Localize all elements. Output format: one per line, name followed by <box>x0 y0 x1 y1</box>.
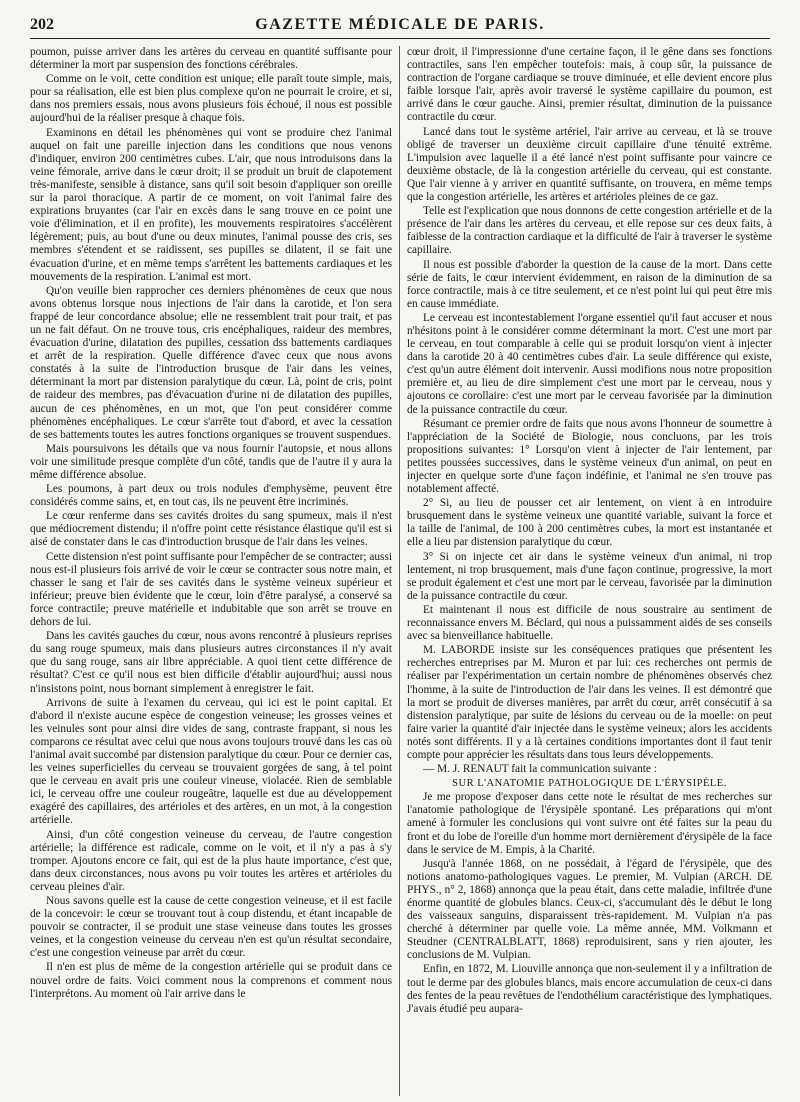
paragraph: Qu'on veuille bien rapprocher ces derniers phénomènes de ceux que nous avons obtenus lorsque nous injections de l'air dans la carotide, et l'on sera frappé de leur concordance absolue; elle ne ressemblent trait pour trait, et pas un ne fait défaut. On ne trouve tous, cris encéphaliques, raideur des membres, évacuation d'urine, dilatation des pupilles, cessation dss battements cardiaques et arrêt de la respiration. Quelle différence d'avec ceux que nous avons constatés à la suite de l'introduction brusque de l'air dans les veines, déterminant la mort par distension paralytique du cœur. Là, point de cris, point de raideur des membres, pas d'évacuation d'urine ni de dilatation des pupilles, aucun de ces phénomènes, en un mot, que l'on peut considérer comme phénomènes encéphaliques. Le cœur s'arrête tout d'abord, et avec la cessation de ses battements toutes les autres fonctions organiques se trouvent suspendues. <box>30 284 392 441</box>
paragraph: Arrivons de suite à l'examen du cerveau, qui ici est le point capital. Et d'abord il n'existe aucune espèce de congestion veineuse; les grosses veines et les veinules sont pour ainsi dire vides de sang, contraste frappant, si nous les comparons ce résultat avec celui que nous avons toujours trouvé dans les cas où l'animal avait succombé par distension paralytique du cœur. Pour ce dernier cas, les veines superficielles du cerveau se trouvaient gorgées de sang, à tel point que le cerveau en avait pris une couleur vineuse, violacée. Rien de semblable ici, le cerveau offre une couleur rougeâtre, laquelle est due au développement exagéré des capillaires, des artérioles et des artères, en un mot, à la congestion artérielle. <box>30 696 392 827</box>
paragraph: Je me propose d'exposer dans cette note le résultat de mes recherches sur l'anatomie pathologique de l'érysipèle spontané. Les préparations qui m'ont amené à formuler les conclusions qui vont suivre ont été faites sur la peau du front et du lobe de l'oreille d'un homme mort dernièrement d'érysipèle de la face dans le service de M. Empis, à la Charité. <box>407 791 772 856</box>
paragraph: Cette distension n'est point suffisante pour l'empêcher de se contracter; aussi nous est-il plusieurs fois arrivé de voir le cœur se contracter sous notre main, et chasser le sang et l'air de ses cavités dans le système veineux supérieur et inférieur; preuve bien évidente que le cœur, loin d'être paralysé, a conservé sa force contractile; preuve matérielle et indubitable que son arrêt se trouve en dehors de lui. <box>30 550 392 629</box>
paragraph: Comme on le voit, cette condition est unique; elle paraît toute simple, mais, pour sa réalisation, elle est bien plus complexe qu'on ne pourrait le croire, et si, dans nos premiers essais, nous avons plusieurs fois échoué, il nous est possible aujourd'hui de la réaliser presque à chaque fois. <box>30 73 392 125</box>
paragraph: Ainsi, d'un côté congestion veineuse du cerveau, de l'autre congestion artérielle; la différence est radicale, comme on le voit, et il n'y a pas à s'y tromper. Ajoutons encore ce fait, qui est de la plus haute importance, c'est que, dans deux circonstances, nous avons pu voir toutes les artères et artérioles du cerveau pleines d'air. <box>30 828 392 893</box>
paragraph: Le cerveau est incontestablement l'organe essentiel qu'il faut accuser et nous n'hésitons point à le considérer comme déterminant la mort. C'est une mort par le cerveau, en tout comparable à celle qui se produit lorsqu'on vient à injecter dans la carotide 20 à 40 centimètres cubes d'air. La seule différence qui existe, c'est qu'un autre élément doit intervenir. Aussi modifions nous notre proposition première et, au lieu de dire simplement c'est une mort par le cerveau, nous y ajoutons ce corollaire: c'est une mort par le cerveau favorisée par la diminution de la puissance contractile du cœur. <box>407 311 772 416</box>
right-top-paragraphs <box>407 46 772 643</box>
journal-title: GAZETTE MÉDICALE DE PARIS. <box>255 16 545 33</box>
paragraph: cœur droit, il l'impressionne d'une certaine façon, il le gêne dans ses fonctions contractiles, sans l'en empêcher toutefois: mais, à coup sûr, la puissance de contraction de l'organe cardiaque se trouve diminuée, et elle devient encore plus faible lorsque l'air, après avoir traversé le système capillaire du poumon, est arrivé dans le cœur gauche. Ainsi, premier résultat, diminution de la puissance contractile du cœur. <box>407 46 772 124</box>
paragraph: Résumant ce premier ordre de faits que nous avons l'honneur de soumettre à l'appréciation de la Société de Biologie, nous concluons, par les trois propositions suivantes: 1° Lorsqu'on vient à injecter de l'air lentement, par petites poussées successives, dans le système veineux d'un animal, on peut en injecter en quelque sorte d'une façon indéfinie, et l'animal ne s'en trouve pas notablement affecté. <box>407 417 772 496</box>
paragraph: Il nous est possible d'aborder la question de la cause de la mort. Dans cette série de faits, le cœur intervient évidemment, en raison de la diminution de sa force contractile, mais à ce titre seulement, et ce n'est point lui qui peut être mis en cause immédiate. <box>407 258 772 310</box>
paragraph: Telle est l'explication que nous donnons de cette congestion artérielle et de la présence de l'air dans les artères du cerveau, et elle repose sur ces deux faits, à faiblesse de la contraction cardiaque et la difficulté de l'air à traverser le système capillaire. <box>407 205 772 257</box>
paragraph: Enfin, en 1872, M. Liouville annonça que non-seulement il y a infiltration de tout le derme par des globules blancs, mais encore accumulation de ceux-ci dans des fentes de la peau revêtues de l'endothélium caractéristique des lymphatiques. J'avais étudié peu aupara- <box>407 963 772 1015</box>
paragraph: Dans les cavités gauches du cœur, nous avons rencontré à plusieurs reprises du sang rouge spumeux, mais dans plusieurs autres circonstances il n'y avait que du sang rouge, sans air libre appréciable. A quoi tient cette différence de résultat? C'est ce qu'il nous est bien difficile d'établir aujourd'hui; aussi nous n'insistons point, nous bornant simplement à enregistrer le fait. <box>30 630 392 695</box>
right-bottom-paragraphs <box>407 791 772 1016</box>
paragraph: Il n'en est plus de même de la congestion artérielle qui se produit dans ce nouvel ordre de faits. Voici comment nous la comprenons et comment nous l'interprétons. Au moment où l'air arrive dans le <box>30 961 392 1000</box>
speaker-name: M. LABORDE <box>423 644 495 657</box>
section-title: SUR L'ANATOMIE PATHOLOGIQUE DE L'ÉRYSIPÈLE. <box>452 778 727 790</box>
paragraph: 2° Si, au lieu de pousser cet air lentement, on vient à en introduire brusquement dans le système veineux une quantité variable, suivant la force et la taille de l'animal, de 100 à 200 centimètres cubes, la mort est instantanée et elle a lieu par distension paralytique du cœur. <box>407 497 772 549</box>
paragraph: 3° Si on injecte cet air dans le système veineux d'un animal, ni trop lentement, ni trop brusquement, mais d'une façon continue, progressive, la mort se produit également et c'est une mort par le cerveau, favorisée par la diminution de la puissance contractile du cœur. <box>407 550 772 602</box>
paragraph: Et maintenant il nous est difficile de nous soustraire au sentiment de reconnaissance envers M. Béclard, qui nous a puissamment aidés de ses conseils avec sa bienveillance habituelle. <box>407 603 772 643</box>
laborde-text: insiste sur les conséquences pratiques que présentent les recherches entreprises par M. Muron et par lui: ces recherches ont permis de réaliser par l'expérimentation un certain nombre de phénomènes observés chez l'homme, à la suite de l'introduction de l'air dans les veines. Il est démontré que la mort se produit de diverses manières, par arrêt du cœur, arrêt consécutif à sa distension paralytique, par suite de lésions du cerveau ou de la moelle: on peut faire varier la quantité d'air injectée dans le système veineux; alors les accidents notés sont différents. Il y a là certaines conditions importantes dont il faut tenir compte pour apprécier les résultats dans tous leurs développements. <box>407 644 772 761</box>
paragraph: Le cœur renferme dans ses cavités droites du sang spumeux, mais il n'est que médiocrement distendu; il n'offre point cette résistance élastique qu'il est si aisé de constater dans le cas d'introduction brusque de l'air dans les veines. <box>30 510 392 549</box>
paragraph: Nous savons quelle est la cause de cette congestion veineuse, et il est facile de la concevoir: le cœur se trouvant tout à coup distendu, et étant incapable de pouvoir se contracter, il se produit une stase veineuse dans toutes les grosses veines, et la congestion veineuse du cerveau n'en est qu'un résultat secondaire, c'est une congestion veineuse par arrêt du cœur. <box>30 895 392 960</box>
running-header <box>30 14 770 39</box>
paragraph: poumon, puisse arriver dans les artères du cerveau en quantité suffisante pour déterminer la mort par suspension des fonctions cérébrales. <box>30 46 392 72</box>
paragraph: Examinons en détail les phénomènes qui vont se produire chez l'animal auquel on fait une pareille injection dans les conditions que nous venons d'indiquer, environ 200 centimètres cubes. L'air, que nous introduisons dans la veine fémorale, arrive dans le cœur droit; il se produit un bruit de clapotement très-manifeste, sensible à distance, sans qu'il soit besoin d'appliquer son oreille sur la paroi thoracique. A partir de ce moment, on voit l'animal faire des expirations bruyantes (car l'air en excès dans le sang trouve en ce point une voie d'élimination, et il en profite), les mouvements respiratoires s'accélèrent légèrement; puis, au bout d'une ou deux minutes, l'animal pousse des cris, ses membres s'étendent et se raidissent, ses pupilles se dilatent, il se fait une évacuation d'urine, et en même temps s'arrêtent les battements cardiaques et les mouvements de la respiration. L'animal est mort. <box>30 126 392 283</box>
paragraph: Mais poursuivons les détails que va nous fournir l'autopsie, et nous allons voir une similitude presque complète d'un côté, tandis que de l'autre il y aura la même différence absolue. <box>30 442 392 481</box>
right-column <box>407 46 772 1096</box>
laborde-paragraph <box>407 644 772 762</box>
paragraph: Jusqu'à l'année 1868, on ne possédait, à l'égard de l'érysipèle, que des notions anatomo-pathologiques vagues. Le premier, M. Vulpian (ARCH. DE PHYS., n° 2, 1868) annonça que la peau était, dans cette maladie, infiltrée d'une énorme quantité de globules blancs. Ceux-ci, s'accumulant dès le début le long des vaisseaux sanguins, disparaissent très-rapidement. M. Vulpian n'a pas cherché à déterminer par quelle voie. La même année, MM. Volkmann et Steudner (CENTRALBLATT, 1868) reproduisirent, sans y rien ajouter, les conclusions de M. Vulpian. <box>407 857 772 962</box>
page-number: 202 <box>30 16 54 33</box>
column-divider <box>399 46 400 1096</box>
renaut-intro: — M. J. RENAUT fait la communication suivante : <box>423 763 657 776</box>
paragraph: Lancé dans tout le système artériel, l'air arrive au cerveau, et là se trouve obligé de traverser un deuxième circuit capillaire d'une ténuité extrême. L'impulsion avec laquelle il a été lancé n'est point suffisante pour vaincre ce deuxième obstacle, de là la congestion artérielle du cerveau, qui est constante. Que l'air vienne à y arriver en quantité suffisante, on trouvera, en même temps que la congestion artérielle, les artères et artérioles pleines de ce gaz. <box>407 125 772 204</box>
left-column <box>30 46 392 1096</box>
paragraph: Les poumons, à part deux ou trois nodules d'emphysème, peuvent être considérés comme sains, et, en tout cas, ils ne peuvent être incriminés. <box>30 483 392 509</box>
